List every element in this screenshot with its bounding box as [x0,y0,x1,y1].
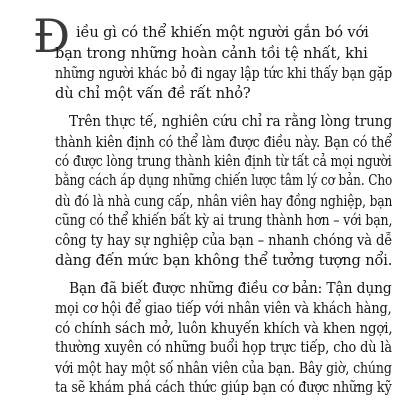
paragraph-3-line-4: thường xuyên có những buổi họp trực tiếp, cho dù là [55,339,392,357]
paragraph-2-line-3: có được lòng trung thành kiên định từ tất cả mọi người [55,153,392,170]
paragraph-3-line-2: mọi cơ hội để giao tiếp với nhân viên và khách hàng, [55,299,392,317]
paragraph-2-line-8: dàng đến mức bạn không thể tưởng tượng nổi. [55,251,393,269]
paragraph-2-line-5: dù đó là nhà cung cấp, nhân viên hay đồng nghiệp, bạn [55,192,393,210]
paragraph-2-line-2: thành kiên định có thể làm được điều này. Bạn có thể [55,133,392,151]
paragraph-1-line-2: bạn trong những hoàn cảnh tồi tệ nhất, khi [55,45,368,63]
drop-cap: Đ [33,9,71,63]
paragraph-2-line-4: bằng cách áp dụng những chiến lược tâm lý cơ bản. Cho [55,172,393,190]
paragraph-1-line-3: những người khác bỏ đi ngay lập tức khi thấy bạn gặp [55,64,393,82]
paragraph-2-line-7: công ty hay sự nghiệp của bạn – nhanh chóng và dễ [55,232,393,250]
paragraph-1-line-1: iều gì có thể khiến một người gắn bó với [76,24,369,41]
paragraph-3-line-3: có chính sách mở, luôn khuyến khích và khen ngợi, [55,320,393,337]
paragraph-3-line-6: ta sẽ khám phá cách thức giúp bạn có được những kỹ [55,379,392,396]
paragraph-2-line-6: cũng có thể khiến bất kỳ ai trung thành hơn – với bạn, [55,212,393,229]
paragraph-2-line-1: Trên thực tế, nghiên cứu chỉ ra rằng lòng trung [69,113,393,131]
paragraph-3-line-1: Bạn đã biết được những điều cơ bản: Tận dụng [69,280,392,298]
paragraph-1-line-4: dù chỉ một vấn đề rất nhỏ? [55,84,251,102]
paragraph-3-line-5: với một hay một số nhân viên của bạn. Bây giờ, chúng [55,359,392,377]
